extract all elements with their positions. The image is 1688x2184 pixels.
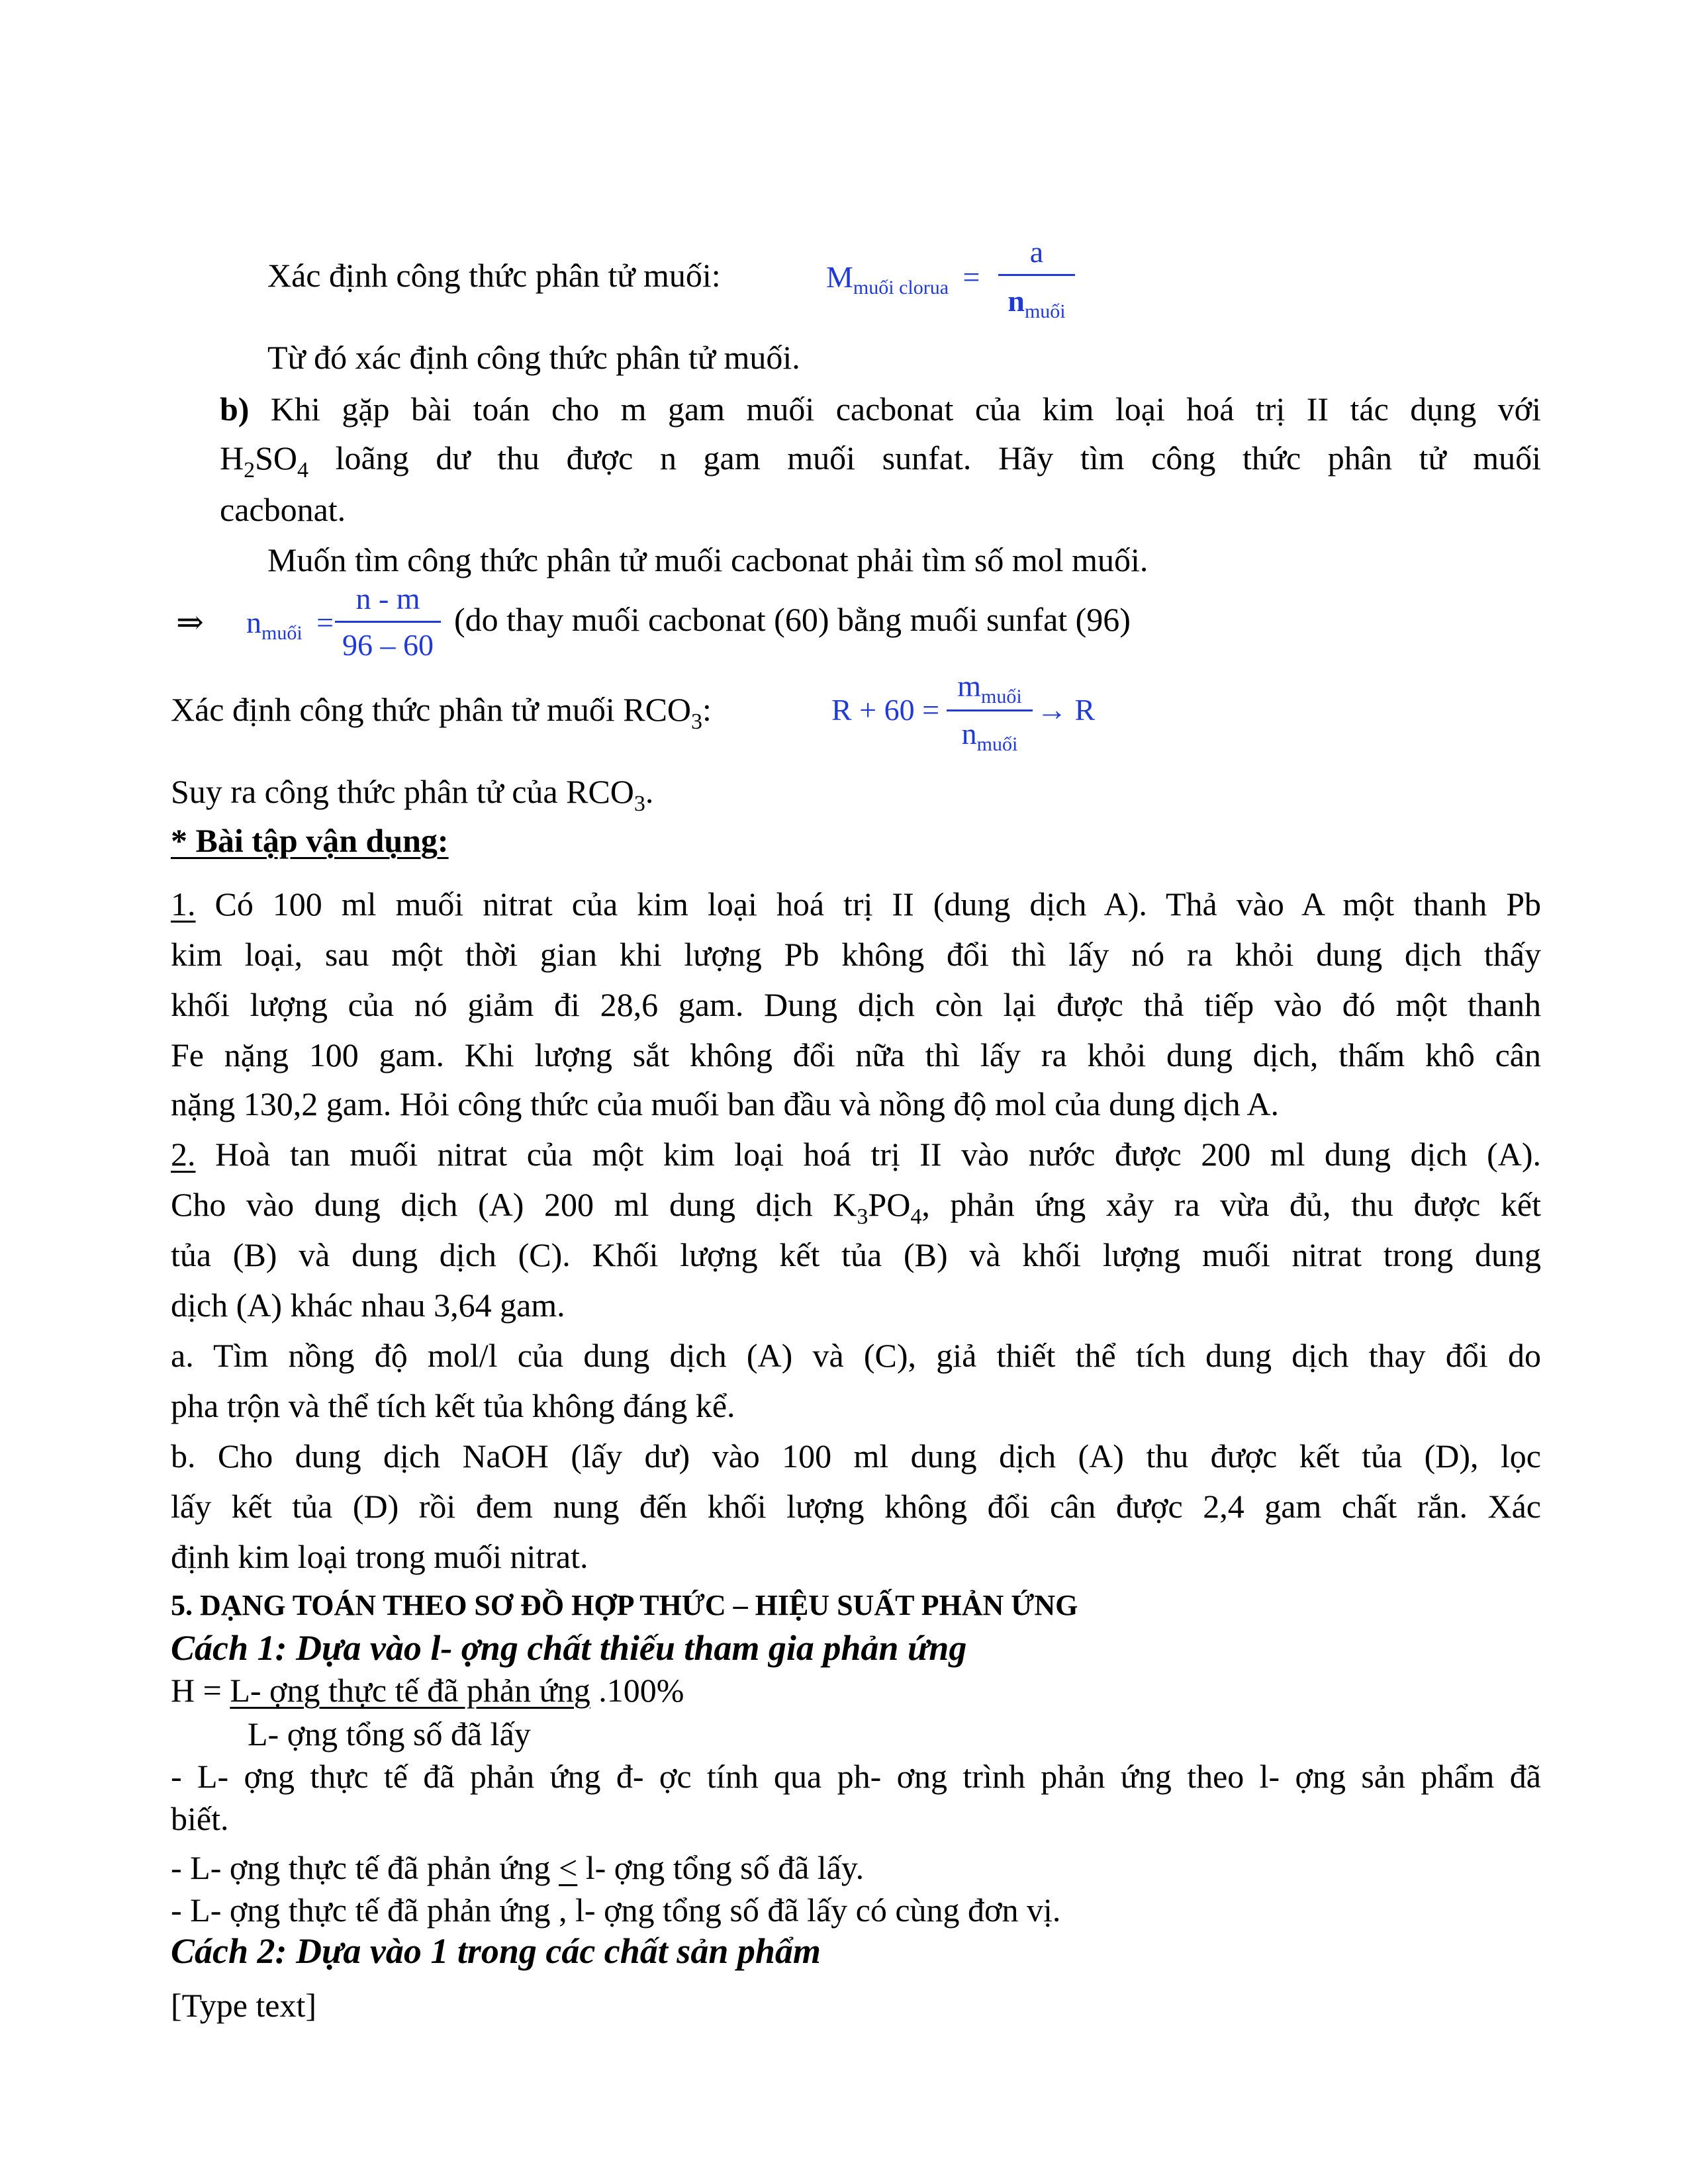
text-line: $H_2SO_4$ loãng dư thu được n gam muối sunfat. Hãy tìm công thức phân tử muối: [220, 439, 1542, 482]
fraction: n - m 96 – 60: [335, 581, 441, 667]
text-line: a. Tìm nồng độ mol/l của dung dịch (A) và (C), giả thiết thể tích dung dịch thay đổi do: [171, 1337, 1541, 1374]
formula-rco3: R + 60 =: [831, 693, 940, 727]
text-line: định kim loại trong muối nitrat.: [171, 1538, 588, 1575]
text-line: b) Khi gặp bài toán cho m gam muối cacbonat của kim loại hoá trị II tác dụng với: [220, 390, 1541, 428]
text-line: (do thay muối cacbonat (60) bằng muối sunfat (96): [454, 601, 1131, 638]
text-line: cacbonat.: [220, 491, 346, 528]
formula-moles: $n_{muối}$ =: [246, 606, 334, 644]
method-heading: Cách 1: Dựa vào l- ợng chất thiếu tham gia phản ứng: [171, 1628, 967, 1668]
text-line: Cho vào dung dịch (A) 200 ml dung dịch $K_3PO_4$, phản ứng xảy ra vừa đủ, thu được kết: [171, 1186, 1542, 1229]
fraction: $m_{muối}$ $n_{muối}$: [947, 668, 1033, 761]
text-line: tủa (B) và dung dịch (C). Khối lượng kết tủa (B) và khối lượng muối nitrat trong dung: [171, 1236, 1541, 1273]
text-line: 2. Hoà tan muối nitrat của một kim loại hoá trị II vào nước được 200 ml dung dịch (A).: [171, 1136, 1542, 1173]
method-heading: Cách 2: Dựa vào 1 trong các chất sản phẩm: [171, 1931, 821, 1971]
text-line: nặng 130,2 gam. Hỏi công thức của muối ban đầu và nồng độ mol của dung dịch A.: [171, 1085, 1279, 1122]
text-line: - L- ợng thực tế đã phản ứng < l- ợng tổng số đã lấy.: [171, 1849, 865, 1886]
text-line: Fe nặng 100 gam. Khi lượng sắt không đổi nữa thì lấy ra khỏi dung dịch, thấm khô cân: [171, 1036, 1541, 1073]
text-line: lấy kết tủa (D) rồi đem nung đến khối lượng không đổi cân được 2,4 gam chất rắn. Xác: [171, 1488, 1541, 1525]
text-line: Từ đó xác định công thức phân tử muối.: [267, 339, 800, 376]
text-line: Xác định công thức phân tử muối:: [267, 257, 721, 294]
text-line: Suy ra công thức phân tử của $RCO_3$.: [171, 773, 654, 816]
heading-exercises: * Bài tập vận dụng:: [171, 822, 449, 859]
text-line: 1. Có 100 ml muối nitrat của kim loại hoá trị II (dung dịch A). Thả vào A một thanh Pb: [171, 886, 1542, 923]
text-line: kim loại, sau một thời gian khi lượng Pb không đổi thì lấy nó ra khỏi dung dịch thấy: [171, 936, 1541, 973]
formula-molar-mass-chloride: $M_{muối clorua}$ =: [826, 260, 980, 298]
text-line: b. Cho dung dịch NaOH (lấy dư) vào 100 ml dung dịch (A) thu được kết tủa (D), lọc: [171, 1437, 1541, 1475]
text-line: L- ợng tổng số đã lấy: [248, 1715, 531, 1752]
section-heading: 5. DẠNG TOÁN THEO SƠ ĐỒ HỢP THỨC – HIỆU SUẤT PHẢN ỨNG: [171, 1589, 1078, 1621]
text-line: Muốn tìm công thức phân tử muối cacbonat phải tìm số mol muối.: [267, 541, 1149, 578]
formula-result: → R: [1037, 693, 1096, 727]
text-line: pha trộn và thể tích kết tủa không đáng kể.: [171, 1387, 735, 1424]
fraction: a $n_{muối}$: [998, 234, 1075, 327]
text-line: biết.: [171, 1800, 229, 1837]
text-line: dịch (A) khác nhau 3,64 gam.: [171, 1287, 565, 1324]
text-line: - L- ợng thực tế đã phản ứng , l- ợng tổng số đã lấy có cùng đơn vị.: [171, 1891, 1061, 1929]
text-line: - L- ợng thực tế đã phản ứng đ- ợc tính qua ph- ơng trình phản ứng theo l- ợng sản phẩm đã: [171, 1758, 1541, 1795]
page-footer: [Type text]: [171, 1987, 317, 2024]
text-line: Xác định công thức phân tử muối $RCO_3$:: [171, 691, 712, 734]
text-line: H = L- ợng thực tế đã phản ứng .100%: [171, 1672, 684, 1709]
text-line: khối lượng của nó giảm đi 28,6 gam. Dung dịch còn lại được thả tiếp vào đó một thanh: [171, 986, 1541, 1023]
implies-arrow: ⇒: [176, 604, 204, 641]
